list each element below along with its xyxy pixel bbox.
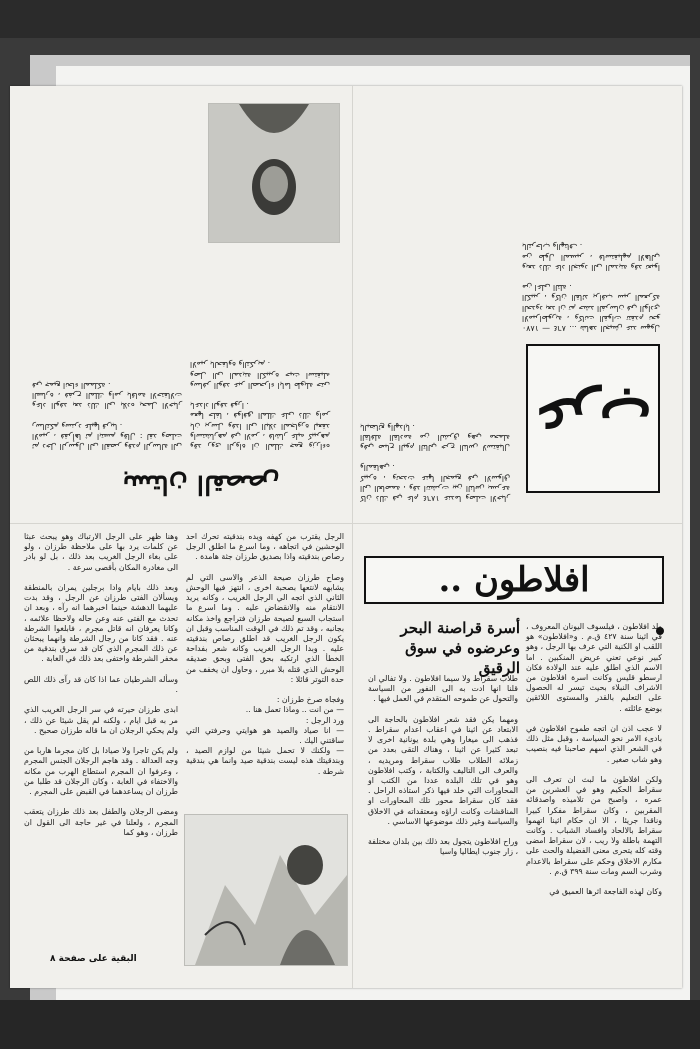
headline-box <box>364 556 664 604</box>
scan-top-border <box>0 0 700 38</box>
newspaper-page <box>10 86 682 988</box>
masthead-box-right <box>526 344 660 493</box>
horizontal-fold <box>10 523 682 524</box>
masthead-box-left <box>52 467 350 501</box>
article-col-right: ولد افلاطون ، فيلسوف اليونان المعروف ، في اثينا سنة ٤٢٧ ق.م . و«افلاطون» هو اللقب او الكنية التي عرف بها الرجل ، وهو كبير نوعي تعني عريض المنكبين . اما الاسم الذي اطلق عليه عند الولادة فكان ارسطو قليس وكانت اسرة افلاطون من الاشراف النبلاء بحيث تيسر له الحصول على التعليم بالقدر والمستوى اللائقين بوضع عائلته . لا عجب اذن ان اتجه طموح افلاطون في بادىء الامر نحو السياسة ، وقبل مثل ذلك في الشعر الذي اسهم صاحبنا فيه بنصيب وهو شاب صغير . ولكن افلاطون ما لبث ان تعرف الى سقراط الحكيم وهو في العشرين من عمره ، واصبح من تلاميذه واصدقائه المقربين ، وكان سقراط مفكرا كبيرا وناقدا جريئا ، الا ان حكام اثينا اتهموا سقراط بالالحاد وافساد الشباب . وكانت التهمة باطلة ولا ريب ، لان سقراط امضى وقته كله يتحرى معنى الفضيلة والحث على مكارم الاخلاق وحكم على سقراط بالاعدام وشرب السم ومات سنة ٣٩٩ ق.م . وكان لهذه الفاجعة اثرها العميق في <box>526 622 662 897</box>
article-subheading: أسرة قراصنة البحر وعرضوه في سوق الرقيق <box>400 619 520 677</box>
upside-col-2: كان ذلك في عام ١٨٦٤ عندما وصلت الاخبار الى العاصمة ، وقد انتشرت بين الناس بسرعة كبيرة ، وتحدث عنها الجميع في الاسواق والمقاهي . وفي صباح اليوم التالي خرج الناس لاستقبال القافلة القادمة من الشرق وهي محملة بالبضائع والهدايا . <box>360 422 510 503</box>
photo-portrait-graphic <box>209 104 339 242</box>
upside-down-section <box>10 86 682 523</box>
story-illustration <box>184 814 348 966</box>
upside-col-3: وقد روى الرواة ان الملك جمع وزراءه واستشارهم في الامر ، فاشار عليه كبيرهم بان يرسل وفدا الى البلاد المجاورة ليعقد معها حلفا ، فوافق الملك على ذلك وامر باعداد الوفد فورا . وسافر الوفد عبر الصحراء اياما طويلة حتى وصل الى المدينة الكبيرة حيث استقبله الامير بالحفاوة والتكريم . <box>190 360 330 451</box>
upside-col-1: ١٨٧٠ — ٨٦٤ ... شاهد الجيش عند سهول الامبراطورية ، وكانت القوات تتقدم نحو الحدود بعد ان تم حشد الفرسان في الوادي الكبير ، وكان القائد يراقب سير المعركة من اعلى التلة . وبعد ذلك عاد الجنود الى المدينة وقد تعبوا من طول المسير ، فاستقبلهم الاهالي بالترحاب والهتاف . <box>522 242 660 333</box>
article-headline: افلاطون .. <box>438 560 590 600</box>
story-col-middle: الرجل يقترب من كهفه ويده بندقيته تحرك احد الوحشين في اتجاهه ، وما اسرع ما اطلق الرجل رصاص بندقيته واذا بصديق طرزان جثة هامدة . وصاح طرزان صيحة الذعر والاسى التي لم يشابهه لانتعها بصحبة اخرى ، انتهز فيها الوحش الثاني الذي اتجه الي الرجل الغريب ، وكانه يريد الانتقام منه والانقضاض عليه . وما اسرع ما استجاب السبع لصيحة طرزان فتراجع واخذ مكانه بجانبه ، وقد تم ذلك في الوقت المناسب وقبل ان يكون الرجل الغريب قد اطلق رصاص بندقيته عليه . وبدا الرجل الغريب وكانه شعر بفداحة الخطأ الذي ارتكبه بحق الفتى وبحق صديقه الوحش الذي قتله بلا مبرر ، وحاول ان يخفف من حدة التوتر قائلا : وفجاة صرخ طرزان : — من انت .. وماذا تعمل هنا .. ورد الرجل : — انا صياد والصيد هو هوايتي وحرفتي التي ساقتني اليك . — ولكنك لا تحمل شيئا من لوازم الصيد ، وبندقيتك هذه ليست بندقية صيد وانما هي بندقية شرطة . <box>186 532 344 776</box>
masthead-right-text: عرب <box>534 385 652 452</box>
continuation-note: البقية على صفحة ٨ <box>50 954 137 964</box>
photo-upside-down <box>208 103 340 243</box>
article-col-left: طلاب سقراط ولا سيما افلاطون . ولا تفالي ان قلنا انها ادت به الى النفور من السياسة والتحول عن طموحه المتقدم في العمل فيها . ومهما يكن فقد شعر افلاطون بالحاجة الى الابتعاد عن اثينا في اعقاب اعدام سقراط . فذهب الى ميغارا وهي بلدة يونانية اخرى لا تبعد كثيرا عن اثينا ، وهناك التقى بعدد من زملائه الطلاب طلاب سقراط ومريديه ، والعرف الى التاليف والكتابة ، وكتب افلاطون وهو في تلك البلدة عددا من الكتب او المحاورات التي خلد فيها ذكر استاذه الراحل . فقد كان سقراط محور تلك المحاورات او المناقشات وكانت اراؤه ومعتقداته في الاخلاق والسياسة وغير ذلك موضوعها الاساسي . وراح افلاطون يتجول بعد ذلك بين بلدان مختلفة ، زار جنوب ايطاليا واسيا <box>368 674 518 857</box>
upside-col-4: ثم دخل الرسول الى القصر وقدم الرسالة الى الامير ، فقرأها ثم ابتسم وقال : لقد وصلت رسالتكم وسنرد عليها قريبا . وعاد الوفد بعد ذلك الى بلاده يحمل الاخبار السارة ، ففرح الملك وامر باقامة الاحتفالات في جميع انحاء المملكة . <box>32 380 182 451</box>
masthead-left-text: بستان القصص <box>122 469 280 499</box>
illustration-graphic <box>185 815 347 965</box>
story-col-left: وهنا ظهر على الرجل الارتباك وهو يبحث عبثا عن كلمات يرد بها على ملاحظة طرزان ، ولو على بغاء الرجل الغريب بعد ذلك ، بل لو بادر الى مغادرة المكان بأقصى سرعة . وبعد ذلك بايام وادا برجلين يمران بالمنطقة ويسألان الفتى طرزان عن الرجل ، وقد بدت عليهما الدهشة حينما اخبرهما انه رآه ، وبعد ان تحدث مع الفتى عنه وعن حاله ولاحظا علائمه ، وكانا يعرفان انه قاتل مجرم ، فابلغوا الشرطة عنه . فقد كانا من رجال الشرطة وانهما يبحثان عن ذلك المجرم الذي كان قد سرق بندقية من مخفر الشرطة واختفى بعد ذلك في الغابة . وسأله الشرطيان عما اذا كان قد رآى ذلك اللص . ابدى طرزان حيرته في سر الرجل الغريب الذي مر به قبل ايام ، ولكنه لم يقل شيئا عن ذلك ، ولم يحكي الرجلان ان ما قاله طرزان صحيح . ولم يكن تاجرا ولا صيادا بل كان مجرما هاربا من وجه العدالة . وقد هاجم الرجلان الجنس المجرم ، وعرفوا ان المجرم استطاع الهرب من مكانه والاختفاء في الغابة ، وكان الرجلان قد طلبا من طرزان ان يساعدهما في القبض على المجرم . ومضى الرجلان والطفل بعد ذلك طرزان يتعقب المجرم ، ولعلنا في غير حاجة الى القول ان طرزان ، وهو كما <box>24 532 178 837</box>
scan-bottom-border <box>0 1000 700 1049</box>
